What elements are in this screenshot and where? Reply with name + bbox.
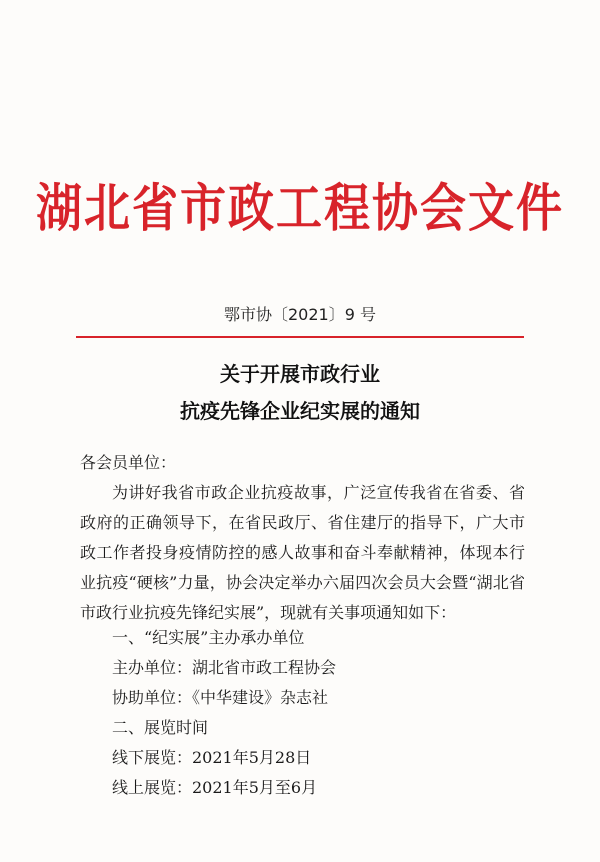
body-paragraph: 为讲好我省市政企业抗疫故事，广泛宣传我省在省委、省政府的正确领导下，在省民政厅、省住建厅的指导下，广大市政工作者投身疫情防控的感人故事和奋斗奉献精神，体现本行业抗疫“硬核”力量，协会决定举办六届四次会员大会暨“湖北省市政行业抗疫先锋纪实展”，现就有关事项通知如下：	[80, 483, 525, 622]
host-organization: 主办单位：湖北省市政工程协会	[112, 658, 337, 677]
co-organizer: 协助单位：《中华建设》杂志社	[112, 688, 329, 707]
salutation: 各会员单位：	[80, 453, 177, 472]
offline-exhibition-date: 线下展览：2021年5月28日	[112, 748, 312, 767]
section-heading-organizers: 一、“纪实展”主办承办单位	[112, 628, 305, 647]
notice-title-line-2: 抗疫先锋企业纪实展的通知	[180, 399, 420, 423]
notice-title-line-1: 关于开展市政行业	[220, 362, 380, 386]
document-number: 鄂市协〔2021〕9 号	[224, 305, 376, 324]
section-heading-exhibition-time: 二、展览时间	[112, 718, 209, 737]
online-exhibition-date: 线上展览：2021年5月至6月	[112, 778, 318, 797]
red-divider-line	[76, 336, 524, 338]
issuer-header: 湖北省市政工程协会文件	[36, 177, 564, 239]
